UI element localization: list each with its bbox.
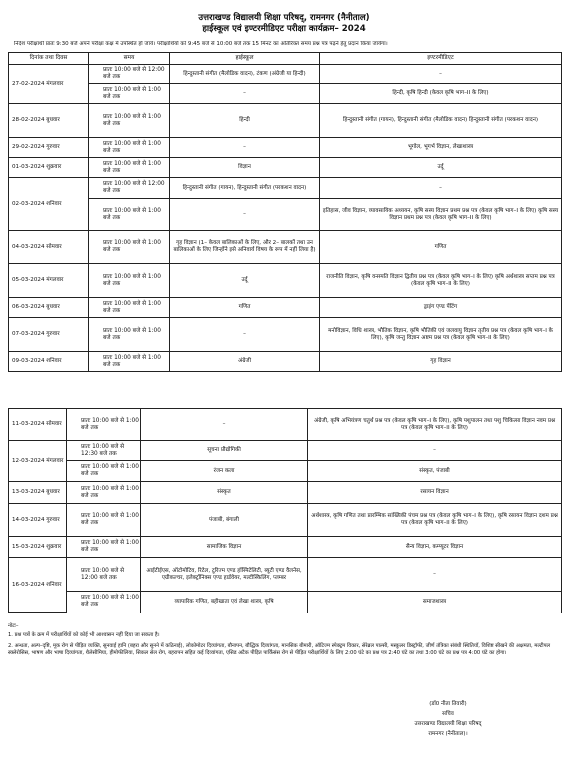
table-row	[9, 482, 562, 504]
exam-date: 01-03-2024 शुक्रवार	[9, 158, 89, 178]
table-row	[9, 558, 562, 592]
table-row	[9, 298, 562, 318]
signatory-designation: सचिव	[442, 711, 454, 717]
notes-heading: नोटः–	[8, 623, 19, 629]
intermediate-subject: भूगोल, भूगर्भ विज्ञान, लेखाशास्त्र	[320, 138, 562, 158]
col-header-date: दिनांक तथा दिवस	[9, 53, 89, 65]
table-header-row	[9, 53, 562, 65]
intermediate-subject: –	[320, 65, 562, 84]
exam-date: 13-03-2024 बुधवार	[9, 482, 67, 504]
table-row	[9, 264, 562, 298]
exam-date: 15-03-2024 शुक्रवार	[9, 537, 67, 558]
highschool-subject: आईटीईएस, ऑटोमोटिव, रिटेल, टूरिज्म एण्ड हॉस्पिटेलिटी, ब्यूटी एण्ड वैलनेस, एग्रीकल्चर, इलेक्ट्रॉनिक्स एण्ड हार्डवेयर, मल्टीस्किलिंग, प्लम्बर	[141, 558, 308, 592]
exam-date: 05-03-2024 मंगलवार	[9, 264, 89, 298]
exam-time: प्रातः 10:00 बजे से 12:00 बजे तक	[89, 65, 170, 84]
highschool-subject: उर्दू	[170, 264, 320, 298]
highschool-subject: –	[170, 199, 320, 231]
intermediate-subject: ड्राइंग एण्ड पेंटिंग	[320, 298, 562, 318]
signatory-name: (डॉ0 नीता तिवारी)	[429, 701, 467, 707]
highschool-subject: –	[170, 84, 320, 104]
intermediate-subject: उर्दू	[320, 158, 562, 178]
exam-time: प्रातः 10:00 बजे से 1:00 बजे तक	[67, 482, 141, 504]
highschool-subject: पंजाबी, बंगाली	[141, 504, 308, 537]
exam-date: 09-03-2024 शनिवार	[9, 352, 89, 372]
exam-date: 07-03-2024 गुरुवार	[9, 318, 89, 352]
highschool-subject: हिन्दुस्तानी संगीत (मैलोडिक वादन), टंकण (अंग्रेजी या हिन्दी)	[170, 65, 320, 84]
exam-time: प्रातः 10:00 बजे से 1:00 बजे तक	[89, 318, 170, 352]
intermediate-subject: राजनीति विज्ञान, कृषि वनस्पति विज्ञान द्वितीय प्रश्न पत्र (केवल कृषि भाग–I के लिए) कृषि अर्थशास्त्र सप्तम प्रश्न पत्र (केवल कृषि भाग–II के लिए)	[320, 264, 562, 298]
intermediate-subject: सैन्य विज्ञान, कम्प्यूटर विज्ञान	[308, 537, 562, 558]
highschool-subject: –	[170, 138, 320, 158]
exam-time: प्रातः 10:00 बजे से 1:00 बजे तक	[89, 84, 170, 104]
highschool-subject: सामाजिक विज्ञान	[141, 537, 308, 558]
exam-time: प्रातः 10:00 बजे से 12:00 बजे तक	[89, 178, 170, 199]
exam-time: प्रातः 10:00 बजे से 1:00 बजे तक	[67, 409, 141, 441]
table-row	[9, 65, 562, 84]
col-header-time: समय	[89, 53, 170, 65]
exam-time: प्रातः 10:00 बजे से 1:00 बजे तक	[89, 352, 170, 372]
table-row	[9, 409, 562, 441]
highschool-subject: गृह विज्ञान (1– केवल बालिकाओं के लिए, और 2– बालकों तथा उन बालिकाओं के लिए जिन्होंने इसे अनिवार्य विषय के रूप में नहीं लिया है)	[170, 231, 320, 264]
exam-date: 04-03-2024 सोमवार	[9, 231, 89, 264]
table-row	[9, 318, 562, 352]
exam-date: 27-02-2024 मंगलवार	[9, 65, 89, 104]
exam-date: 12-03-2024 मंगलवार	[9, 441, 67, 482]
intermediate-subject: संस्कृत, पंजाबी	[308, 461, 562, 482]
table-row	[9, 104, 562, 138]
table-row	[9, 537, 562, 558]
highschool-subject: –	[170, 318, 320, 352]
exam-time: प्रातः 10:00 बजे से 1:00 बजे तक	[67, 537, 141, 558]
intermediate-subject: अर्थशास्त्र, कृषि गणित तथा प्रारम्भिक सांख्यिकी पंचम प्रश्न पत्र (केवल कृषि भाग–I के लिए), कृषि रसायन विज्ञान दशम प्रश्न पत्र (केवल कृषि भाग–II के लिए)	[308, 504, 562, 537]
exam-time: प्रातः 10:00 बजे से 12:00 बजे तक	[67, 558, 141, 592]
intermediate-subject: इतिहास, जीव विज्ञान, व्यावसायिक अध्ययन, कृषि सस्य विज्ञान प्रथम प्रश्न पत्र (केवल कृषि भाग–I के लिए) कृषि सस्य विज्ञान प्रथम प्रश्न पत्र (केवल कृषि भाग–II के लिए)	[320, 199, 562, 231]
intermediate-subject: मनोविज्ञान, विधि शास्त्र, भौतिक विज्ञान, कृषि भौतिकी एवं जलवायु विज्ञान तृतीय प्रश्न पत्र (केवल कृषि भाग–I के लिए), कृषि जन्तु विज्ञान अष्टम प्रश्न पत्र (केवल कृषि भाग–II के लिए)	[320, 318, 562, 352]
exam-time: प्रातः 10:00 बजे से 1:00 बजे तक	[67, 504, 141, 537]
exam-time: प्रातः 10:00 बजे से 1:00 बजे तक	[89, 199, 170, 231]
intermediate-subject: गणित	[320, 231, 562, 264]
exam-time: प्रातः 10:00 बजे से 1:00 बजे तक	[89, 104, 170, 138]
intermediate-subject: गृह विज्ञान	[320, 352, 562, 372]
highschool-subject: सूचना प्रौद्योगिकी	[141, 441, 308, 461]
table-row	[9, 84, 562, 104]
exam-time: प्रातः 10:00 बजे से 1:00 बजे तक	[89, 298, 170, 318]
intermediate-subject: रसायन विज्ञान	[308, 482, 562, 504]
table-row	[9, 231, 562, 264]
highschool-subject: गणित	[170, 298, 320, 318]
exam-date: 02-03-2024 शनिवार	[9, 178, 89, 231]
exam-date: 14-03-2024 गुरुवार	[9, 504, 67, 537]
table-row	[9, 592, 562, 613]
table-row	[9, 178, 562, 199]
instruction-note: निर्देश परीक्षार्थी प्रातः 9:30 बजे अपने परीक्षा कक्ष में उपस्थित हो जायें। परीक्षार्थियों को 9:45 बजे से 10:00 बजे तक 15 मिनट का अतिरिक्त समय प्रश्न पत्र पढ़ने हेतु प्रदान किया जायेगा।	[14, 41, 388, 47]
exam-time: प्रातः 10:00 बजे से 12:30 बजे तक	[67, 441, 141, 461]
highschool-subject: –	[141, 409, 308, 441]
table-row	[9, 199, 562, 231]
highschool-subject: हिन्दी	[170, 104, 320, 138]
exam-time: प्रातः 10:00 बजे से 1:00 बजे तक	[89, 264, 170, 298]
table-row	[9, 158, 562, 178]
col-header-intermediate: इण्टरमीडिएट	[320, 53, 562, 65]
highschool-subject: संस्कृत	[141, 482, 308, 504]
intermediate-subject: –	[320, 178, 562, 199]
signatory-place: रामनगर (नैनीताल)।	[428, 731, 468, 737]
exam-date: 29-02-2024 गुरुवार	[9, 138, 89, 158]
col-header-highschool: हाईस्कूल	[170, 53, 320, 65]
exam-time: प्रातः 10:00 बजे से 1:00 बजे तक	[67, 592, 141, 613]
highschool-subject: अंग्रेजी	[170, 352, 320, 372]
exam-date: 11-03-2024 सोमवार	[9, 409, 67, 441]
highschool-subject: व्यापारिक गणित, बहीखाता एवं लेखा शास्त्र, कृषि	[141, 592, 308, 613]
board-title: उत्तराखण्ड विद्यालयी शिक्षा परिषद्, रामनगर (नैनीताल)	[198, 13, 370, 23]
note-2: 2. अन्धता, अल्प–दृष्टि, मूक रोग से पीड़ित व्यक्ति, सुनवाई हानि (बहरा और सुनने में कठिनाई), लोकोमोटर दिव्यांगता, बौनापन, बौद्धिक दिव्यांगता, मानसिक बीमारी, ऑटिज्म स्पेक्ट्रम विकार, सेरेब्रल पाल्सी, मस्कुलर डिस्ट्रॉफी, जीर्ण तंत्रिका संबंधी स्थितियाँ, विशिष्ट सीखने की अक्षमता, मल्टीपल स्क्लेरोसिस, भाषण और भाषा दिव्यांगता, थैलेसीमिया, हीमोफीलिया, सिकल सेल रोग, बहरापन सहित कई दिव्यांगता, एसिड अटैक पीड़ित पार्किंसंस रोग से पीड़ित परीक्षार्थियों के लिए 2:00 घंटे का प्रश्न पत्र 2:40 घंटे का तथा 3:00 घंटे का प्रश्न पत्र 4:00 घंटे का होगा।	[8, 643, 551, 656]
intermediate-subject: –	[308, 441, 562, 461]
highschool-subject: विज्ञान	[170, 158, 320, 178]
exam-time: प्रातः 10:00 बजे से 1:00 बजे तक	[89, 158, 170, 178]
note-1: 1. प्रश्न पत्रों के क्रम में परीक्षार्थियों को कोई भी आश्वासन नहीं दिया जा सकता है।	[8, 632, 160, 638]
exam-date: 16-03-2024 शनिवार	[9, 558, 67, 613]
intermediate-subject: हिन्दुस्तानी संगीत (गायन), हिन्दुस्तानी संगीत (मैलोडिक वादन) हिन्दुस्तानी संगीत (परकशन वादन)	[320, 104, 562, 138]
table-row	[9, 461, 562, 482]
schedule-title: हाईस्कूल एवं इण्टरमीडिएट परीक्षा कार्यक्रम– 2024	[202, 24, 366, 34]
intermediate-subject: अंग्रेजी, कृषि अभियंत्रण चतुर्थ प्रश्न पत्र (केवल कृषि भाग–I के लिए), कृषि पशुपालन तथा पशु चिकित्सा विज्ञान नवम प्रश्न पत्र (केवल कृषि भाग–II के लिए)	[308, 409, 562, 441]
exam-time: प्रातः 10:00 बजे से 1:00 बजे तक	[89, 138, 170, 158]
intermediate-subject: –	[308, 558, 562, 592]
exam-time: प्रातः 10:00 बजे से 1:00 बजे तक	[89, 231, 170, 264]
schedule-table-part2	[8, 408, 562, 613]
exam-date: 28-02-2024 बुधवार	[9, 104, 89, 138]
intermediate-subject: समाजशास्त्र	[308, 592, 562, 613]
table-row	[9, 504, 562, 537]
highschool-subject: हिन्दुस्तानी संगीत (गायन), हिन्दुस्तानी संगीत (परकशन वादन)	[170, 178, 320, 199]
intermediate-subject: हिन्दी, कृषि हिन्दी (केवल कृषि भाग–II के लिए)	[320, 84, 562, 104]
table-row	[9, 138, 562, 158]
highschool-subject: रंजन कला	[141, 461, 308, 482]
table-row	[9, 441, 562, 461]
schedule-table-part1	[8, 52, 562, 372]
table-row	[9, 352, 562, 372]
signatory-organization: उत्तराखण्ड विद्यालयी शिक्षा परिषद्	[414, 721, 482, 727]
exam-time: प्रातः 10:00 बजे से 1:00 बजे तक	[67, 461, 141, 482]
exam-date: 06-03-2024 बुधवार	[9, 298, 89, 318]
